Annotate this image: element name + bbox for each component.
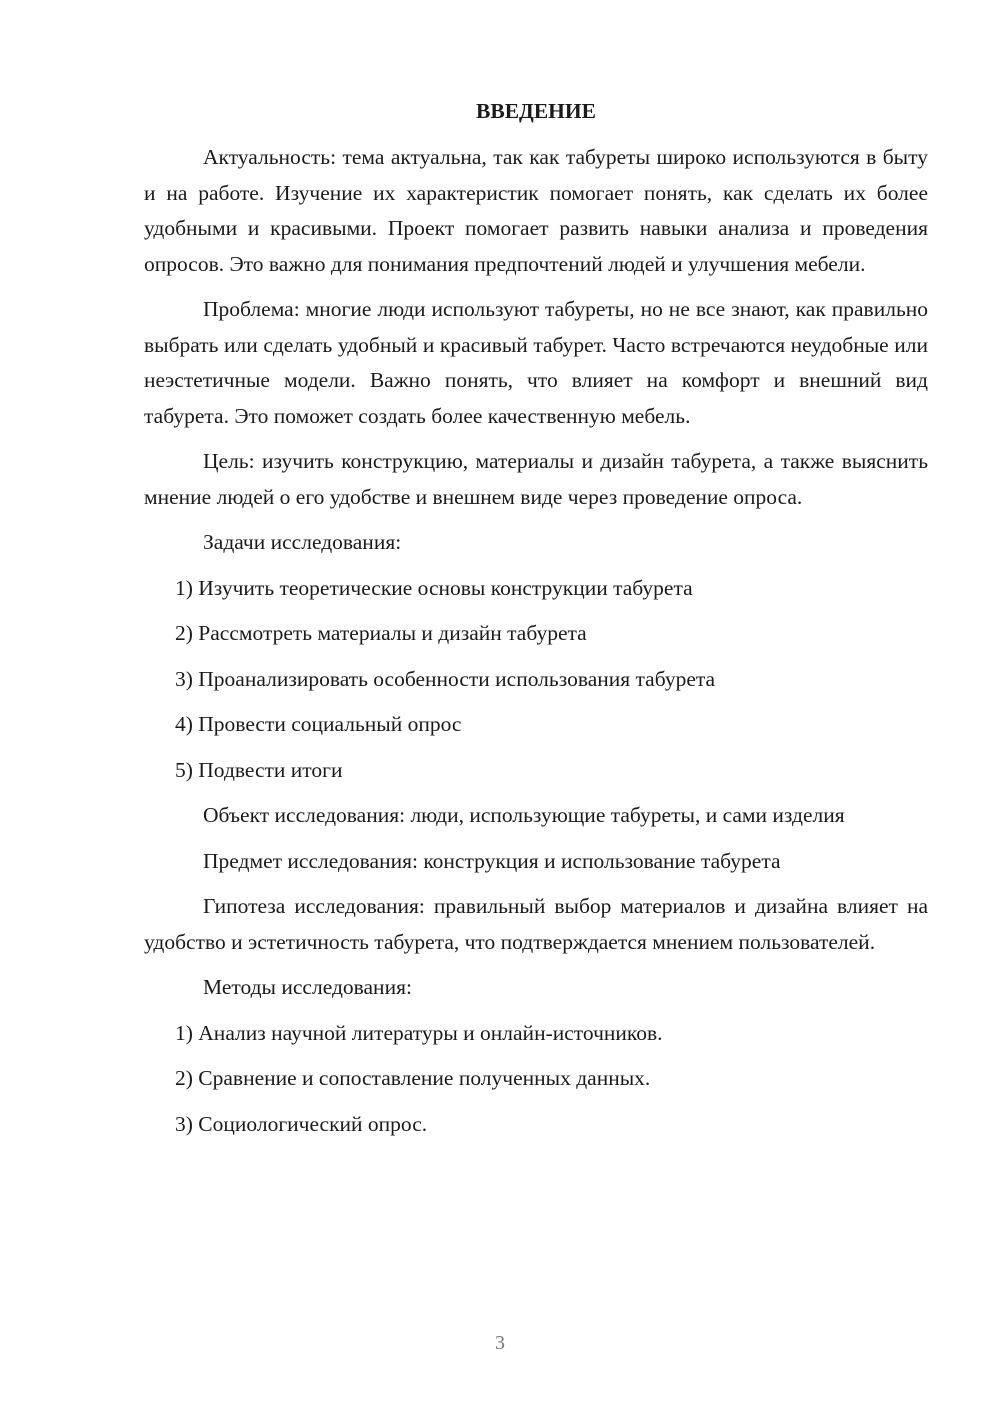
section-title: ВВЕДЕНИЕ bbox=[476, 99, 596, 123]
relevance-paragraph: Актуальность: тема актуальна, так как табуреты широко используются в быту и на работе. Изучение их характеристик помогает понять, как сделать их более удобными и красивыми. Проект помогает развить навыки анализа и проведения опросов. Это важно для понимания предпочтений людей и улучшения мебели. bbox=[144, 145, 928, 276]
task-item: 5) Подвести итоги bbox=[175, 757, 343, 782]
task-item: 4) Провести социальный опрос bbox=[175, 712, 462, 736]
tasks-heading: Задачи исследования: bbox=[203, 530, 402, 554]
hypothesis-paragraph: Гипотеза исследования: правильный выбор материалов и дизайна влияет на удобство и эстетичность табурета, что подтверждается мнением пользователей. bbox=[144, 894, 928, 954]
methods-heading: Методы исследования: bbox=[203, 975, 412, 999]
subject-paragraph: Предмет исследования: конструкция и использование табурета bbox=[203, 848, 781, 873]
method-item: 2) Сравнение и сопоставление полученных данных. bbox=[175, 1066, 651, 1090]
document-page bbox=[144, 96, 928, 1152]
object-paragraph: Объект исследования: люди, использующие табуреты, и сами изделия bbox=[203, 803, 845, 827]
problem-paragraph: Проблема: многие люди используют табуреты, но не все знают, как правильно выбрать или сделать удобный и красивый табурет. Часто встречаются неудобные или неэстетичные модели. Важно понять, что влияет на комфорт и внешний вид табурета. Это поможет создать более качественную мебель. bbox=[144, 297, 928, 428]
method-item: 1) Анализ научной литературы и онлайн-источников. bbox=[175, 1020, 663, 1045]
goal-paragraph: Цель: изучить конструкцию, материалы и дизайн табурета, а также выяснить мнение людей о его удобстве и внешнем виде через проведение опроса. bbox=[144, 449, 928, 509]
task-item: 2) Рассмотреть материалы и дизайн табурета bbox=[175, 621, 587, 645]
method-item: 3) Социологический опрос. bbox=[175, 1111, 428, 1136]
task-item: 3) Проанализировать особенности использования табурета bbox=[175, 666, 716, 691]
page-number: 3 bbox=[495, 1332, 505, 1354]
task-item: 1) Изучить теоретические основы конструкции табурета bbox=[175, 575, 693, 600]
